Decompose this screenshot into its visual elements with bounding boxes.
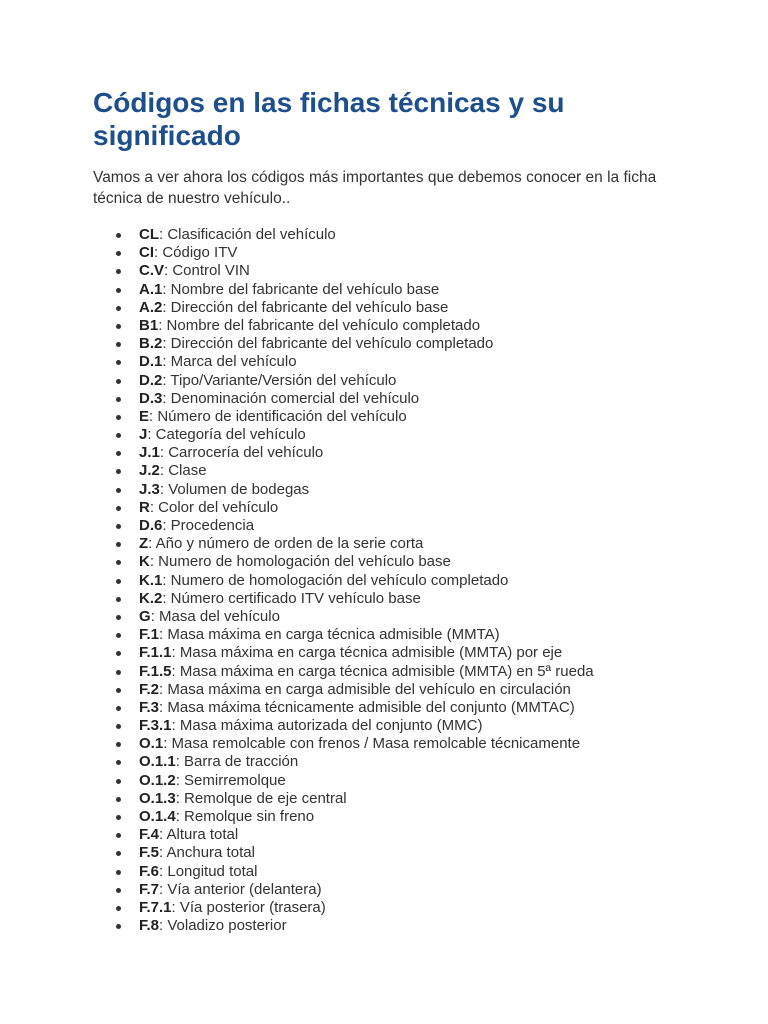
list-item [112,863,712,881]
code-key: R [139,498,150,516]
bullet-icon [116,451,121,456]
code-key: J.3 [139,480,160,498]
bullet-icon [116,760,121,765]
list-item [112,535,712,553]
code-description: : Procedencia [162,517,255,534]
bullet-icon [116,870,121,875]
list-item [112,390,712,408]
list-item [112,335,712,353]
bullet-icon [116,888,121,893]
list-item [112,608,712,626]
list-item [112,517,712,535]
bullet-icon [116,851,121,856]
code-description: : Barra de tracción [175,753,299,771]
code-key: F.4 [139,826,160,844]
code-description: : Control VIN [164,262,250,280]
code-description: : Vía anterior (delantera) [159,880,322,898]
list-item [112,590,712,608]
bullet-icon [116,742,121,747]
intro-paragraph: Vamos a ver ahora los códigos más importantes que debemos conocer en la ficha técnica de nuestro vehículo.. [93,169,657,207]
code-description: : Dirección del fabricante del vehículo base [162,298,449,316]
bullet-icon [116,233,121,238]
bullet-icon [116,251,121,256]
code-key: O.1.1 [139,753,176,771]
code-key: E [139,407,150,425]
code-description: : Dirección del fabricante del vehículo completado [162,335,494,353]
code-description: : Denominación comercial del vehículo [162,389,420,407]
list-item [112,681,712,699]
bullet-icon [116,670,121,675]
list-item [112,299,712,317]
list-item [112,262,712,280]
code-key: K.1 [139,571,163,589]
code-description: : Clase [159,462,207,480]
code-description: : Masa máxima autorizada del conjunto (MMC) [171,717,483,735]
bullet-icon [116,360,121,365]
bullet-icon [116,415,121,420]
bullet-icon [116,615,121,620]
bullet-icon [116,524,121,529]
code-description: : Masa máxima en carga técnica admisible (MMTA) en 5ª rueda [171,662,594,680]
bullet-icon [116,469,121,474]
list-item [112,408,712,426]
bullet-icon [116,579,121,584]
bullet-icon [116,288,121,293]
code-description: : Masa máxima técnicamente admisible del conjunto (MMTAC) [159,698,575,716]
code-key: F.7 [139,880,160,898]
list-item [112,899,712,917]
code-description: : Numero de homologación del vehículo completado [162,571,509,589]
bullet-icon [116,924,121,929]
code-description: : Categoría del vehículo [147,426,306,444]
bullet-icon [116,342,121,347]
bullet-icon [116,706,121,711]
list-item [112,844,712,862]
bullet-icon [116,324,121,329]
code-key: F.7.1 [139,898,172,916]
code-key: F.3 [139,698,160,716]
list-item [112,772,712,790]
list-item [112,462,712,480]
code-description: : Masa del vehículo [150,607,280,625]
list-item [112,626,712,644]
code-description: : Remolque sin freno [175,808,315,825]
list-item [112,499,712,517]
bullet-icon [116,542,121,547]
code-description: : Volumen de bodegas [159,480,310,498]
list-item [112,699,712,717]
code-key: F.6 [139,862,160,880]
code-description: : Semirremolque [175,771,286,789]
code-key: K.2 [139,589,163,607]
code-description: : Masa máxima en carga técnica admisible (MMTA) [159,626,500,644]
list-item [112,372,712,390]
code-description: : Remolque de eje central [175,789,347,807]
codes-list [112,226,712,935]
code-description: : Longitud total [159,862,258,880]
list-item [112,226,712,244]
code-description: : Masa remolcable con frenos / Masa remolcable técnicamente [163,735,581,753]
code-key: J.1 [139,444,160,462]
bullet-icon [116,815,121,820]
list-item [112,644,712,662]
code-description: : Carrocería del vehículo [159,444,324,462]
bullet-icon [116,724,121,729]
code-key: O.1.4 [139,808,176,825]
code-key: O.1 [139,735,164,753]
code-description: : Masa máxima en carga técnica admisible (MMTA) por eje [171,644,563,662]
code-description: : Anchura total [159,844,255,862]
list-item [112,281,712,299]
page-title: Códigos en las fichas técnicas y su significado [93,87,565,151]
code-key: B1 [139,316,159,334]
bullet-icon [116,688,121,693]
code-key: J [139,426,148,444]
list-item [112,353,712,371]
list-item [112,426,712,444]
bullet-icon [116,906,121,911]
code-key: F.8 [139,917,160,935]
code-description: : Masa máxima en carga admisible del vehículo en circulación [159,680,571,698]
code-key: F.2 [139,680,160,698]
code-description: : Nombre del fabricante del vehículo base [162,280,440,298]
bullet-icon [116,379,121,384]
list-item [112,553,712,571]
code-key: D.3 [139,389,163,407]
list-item [112,826,712,844]
bullet-icon [116,488,121,493]
list-item [112,244,712,262]
bullet-icon [116,779,121,784]
bullet-icon [116,651,121,656]
code-key: F.1.5 [139,662,172,680]
bullet-icon [116,797,121,802]
code-key: D.2 [139,371,163,389]
code-description: : Año y número de orden de la serie corta [148,535,424,553]
code-key: K [139,553,150,571]
list-item [112,663,712,681]
code-description: : Numero de homologación del vehículo base [149,553,451,571]
code-key: A.2 [139,298,163,316]
code-description: : Marca del vehículo [162,353,297,371]
bullet-icon [116,506,121,511]
code-key: F.1.1 [139,644,172,662]
code-key: G [139,607,151,625]
bullet-icon [116,833,121,838]
code-key: Z [139,535,149,553]
bullet-icon [116,397,121,402]
list-item [112,444,712,462]
code-description: : Tipo/Variante/Versión del vehículo [162,371,397,389]
bullet-icon [116,433,121,438]
list-item [112,481,712,499]
code-key: CI [139,244,154,262]
code-description: : Nombre del fabricante del vehículo completado [158,316,481,334]
code-key: F.3.1 [139,717,172,735]
code-key: D.1 [139,353,163,371]
code-description: : Código ITV [154,244,238,262]
list-item [112,717,712,735]
code-key: O.1.2 [139,771,176,789]
bullet-icon [116,597,121,602]
code-key: B.2 [139,335,163,353]
code-key: J.2 [139,462,160,480]
list-item [112,917,712,935]
code-key: C.V [139,262,165,280]
list-item [112,808,712,826]
list-item [112,881,712,899]
code-description: : Número de identificación del vehículo [149,407,407,425]
code-key: CL [139,226,159,243]
list-item [112,790,712,808]
code-key: F.1 [139,626,160,644]
bullet-icon [116,633,121,638]
code-description: : Número certificado ITV vehículo base [162,589,421,607]
list-item [112,753,712,771]
code-key: F.5 [139,844,160,862]
list-item [112,317,712,335]
bullet-icon [116,306,121,311]
list-item [112,735,712,753]
code-key: A.1 [139,280,163,298]
code-description: : Vía posterior (trasera) [171,898,326,916]
bullet-icon [116,269,121,274]
list-item [112,572,712,590]
code-description: : Voladizo posterior [159,917,287,935]
code-description: : Clasificación del vehículo [159,226,336,243]
bullet-icon [116,560,121,565]
code-description: : Color del vehículo [149,498,279,516]
code-description: : Altura total [159,826,239,844]
code-key: D.6 [139,517,163,534]
code-key: O.1.3 [139,789,176,807]
